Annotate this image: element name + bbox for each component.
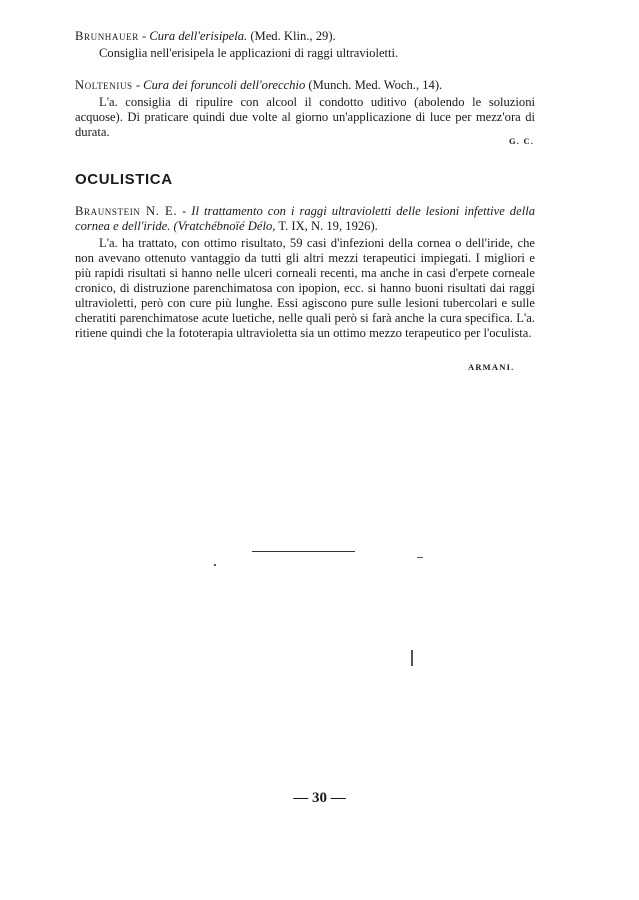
abstract-body: L'a. ha trattato, con ottimo risultato, 59 casi d'infezioni della cornea o dell'iride, che non avevano ottenuto vantaggio da tutti gli altri mezzi terapeutici impiegati. I migliori e più rapidi risultati si hanno nelle ulceri corneali recenti, ma anche in casi d'erpete corneale cronico, di distruzione parenchimatosa con ipopion, ecc. si hanno buoni risultati dai raggi ultravioletti, però con cure più lunghe. Essi agiscono pure sulle lesioni tubercolari e sulle cheratiti parenchimatose acute luetiche, nelle quali però si farà anche la cura specifica. L'a. ritiene quindi che la fototerapia ultravioletta sia un ottimo mezzo terapeutico per l'oculista. — [75, 236, 535, 340]
article-title: Cura dei foruncoli dell'orecchio — [143, 78, 306, 92]
author-name: Noltenius — [75, 78, 133, 92]
print-speck — [214, 564, 216, 566]
page-number: — 30 — — [293, 790, 346, 806]
abstract-entry-noltenius — [75, 78, 535, 140]
abstract-entry-brunhauer — [75, 29, 535, 61]
journal-details: T. IX, N. 19, 1926). — [278, 219, 378, 233]
journal-name: (Vratchébnoïé Délo, — [173, 219, 276, 233]
author-name: Braunstein N. E. — [75, 204, 178, 218]
author-name: Brunhauer — [75, 29, 139, 43]
print-speck — [417, 557, 423, 558]
separator-rule — [252, 551, 355, 552]
article-source: (Med. Klin., 29). — [250, 29, 336, 43]
article-title: Il trattamento con i raggi ultravioletti delle lesioni infettive della cornea e dell'iride. — [75, 204, 535, 233]
reference-line: Noltenius - Cura dei foruncoli dell'orecchio (Munch. Med. Woch., 14). — [75, 78, 443, 92]
abstract-entry-braunstein — [75, 204, 535, 341]
abstract-body: Consiglia nell'erisipela le applicazioni di raggi ultravioletti. — [99, 46, 399, 60]
article-source: (Munch. Med. Woch., 14). — [308, 78, 443, 92]
reference-line: Brunhauer - Cura dell'erisipela. (Med. Klin., 29). — [75, 29, 336, 43]
section-title: OCULISTICA — [75, 171, 173, 188]
signature: ARMANI. — [468, 362, 515, 372]
print-speck — [411, 650, 413, 666]
article-title: Cura dell'erisipela. — [149, 29, 248, 43]
abstract-body: L'a. consiglia di ripulire con alcool il condotto uditivo (abolendo le soluzioni acquose). Di praticare quindi due volte al giorno un'applicazione di luce per mezz'ora di durata. — [75, 95, 535, 139]
signature: G. C. — [509, 136, 535, 146]
reference-line: Braunstein N. E. - Il trattamento con i raggi ultravioletti delle lesioni infettive della cornea e dell'iride. (Vratchébnoïé Délo, T. IX, N. 19, 1926). — [75, 204, 535, 233]
